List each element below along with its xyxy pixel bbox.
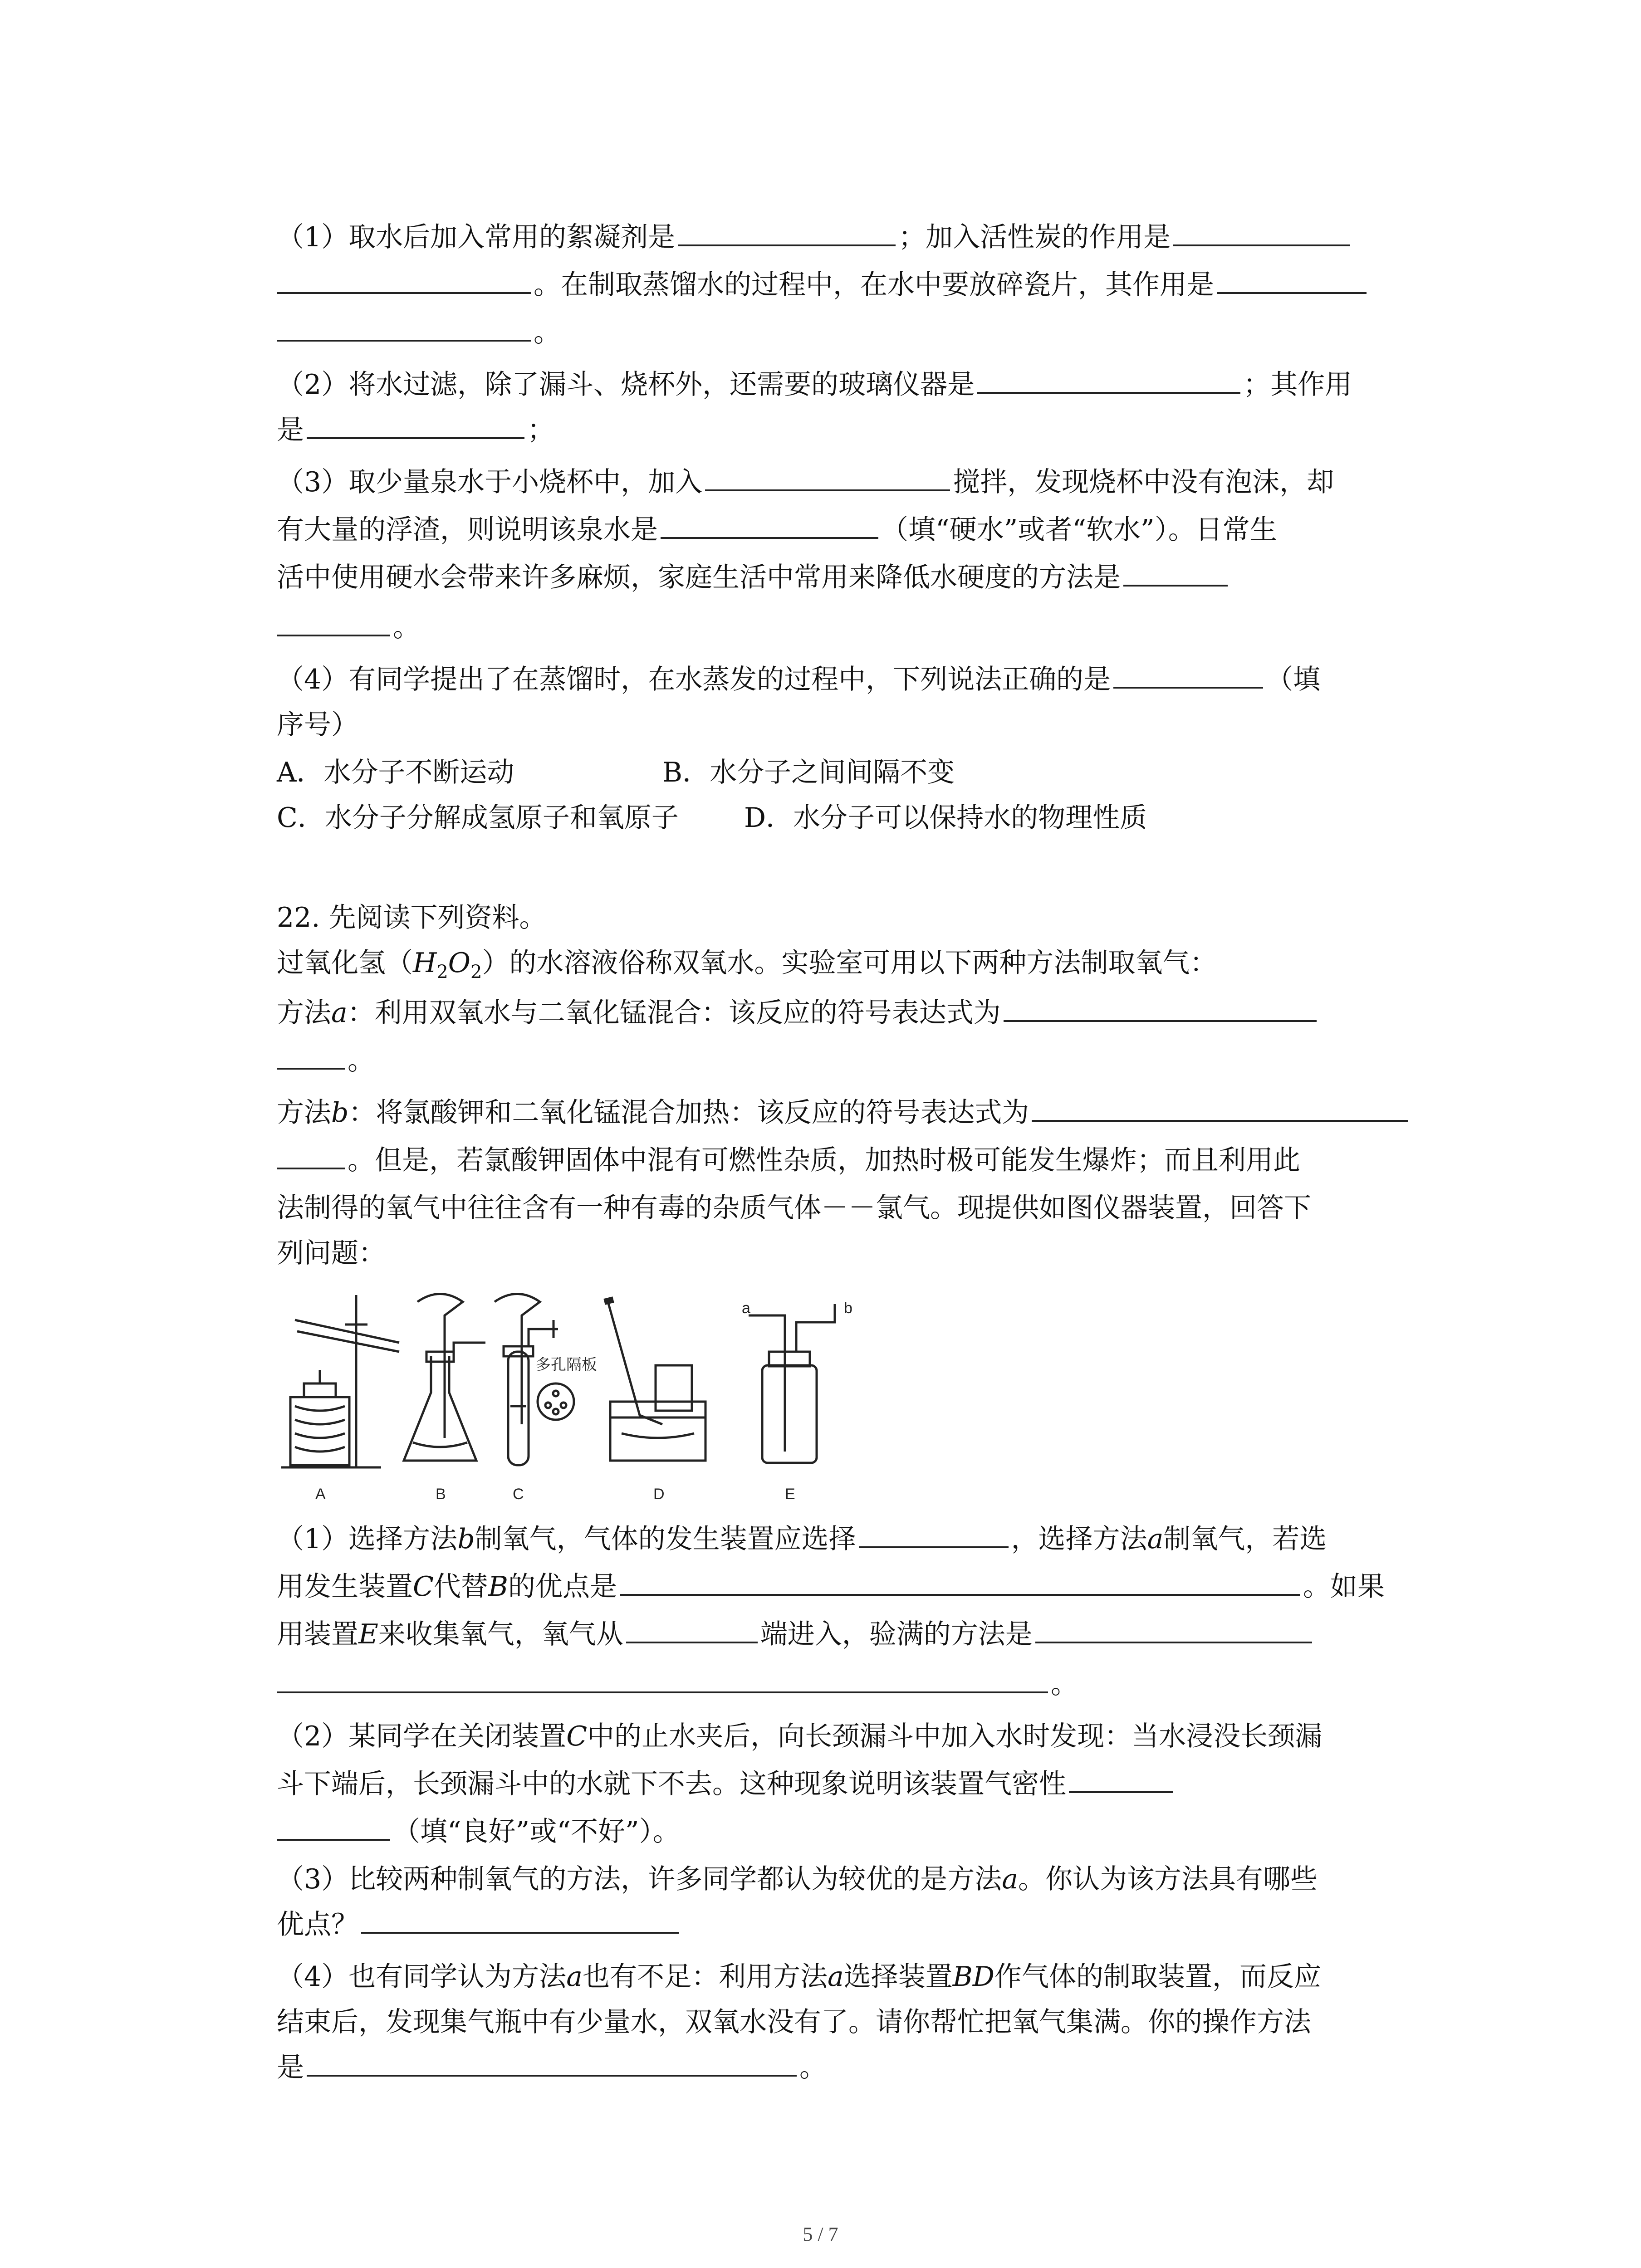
s4-var: BD <box>952 1961 994 1993</box>
s1-text-e: 用发生装置 <box>277 1571 413 1603</box>
answer-blank[interactable] <box>1035 1613 1312 1643</box>
q21-part3-line3 <box>277 556 1230 599</box>
q21-p3-text-c: 有大量的浮渣，则说明该泉水是 <box>277 514 658 546</box>
answer-blank[interactable] <box>1004 992 1317 1022</box>
s1-text-g: 的优点是 <box>508 1571 617 1603</box>
q22-intro-b: ）的水溶液俗称双氧水。实验室可用以下两种方法制取氧气： <box>482 947 1217 979</box>
q22-s1-line4 <box>277 1662 1078 1706</box>
answer-blank[interactable] <box>1113 659 1263 689</box>
s1-var: a <box>1147 1523 1164 1555</box>
q21-p4-text-c: 序号） <box>277 709 358 741</box>
s4-text-g: 。 <box>799 2052 827 2083</box>
s1-text-b: 制氧气，气体的发生装置应选择 <box>475 1523 856 1555</box>
q21-p1-text-c: 。在制取蒸馏水的过程中，在水中要放碎瓷片，其作用是 <box>534 269 1214 301</box>
s1-text-j: 来收集氧气，氧气从 <box>378 1618 623 1650</box>
q22-s3-line1 <box>277 1857 1318 1901</box>
q21-p2-text-b: ；其作用 <box>1243 369 1352 401</box>
q21-p3-text-e: 活中使用硬水会带来许多麻烦，家庭生活中常用来降低水硬度的方法是 <box>277 562 1121 593</box>
q22-s2-line2 <box>277 1762 1176 1806</box>
q21-options-row2 <box>277 796 1147 840</box>
q21-p4-text-a: （4）有同学提出了在蒸馏时，在水蒸发的过程中，下列说法正确的是 <box>277 664 1111 695</box>
answer-blank[interactable] <box>361 1904 679 1934</box>
answer-blank[interactable] <box>678 216 896 246</box>
formula-sub: 2 <box>470 962 482 982</box>
s2-var: C <box>566 1721 588 1752</box>
answer-blank[interactable] <box>277 606 390 636</box>
s4-text-d: 作气体的制取装置，而反应 <box>994 1961 1321 1993</box>
apparatus-c <box>495 1294 574 1466</box>
q22-method-a-end <box>277 1039 375 1082</box>
q21-p3-text-f: 。 <box>393 611 420 643</box>
q21-options-row1 <box>277 751 955 794</box>
q21-part1-line3 <box>277 311 561 354</box>
page-number: 5 / 7 <box>803 2223 838 2245</box>
port-b-label: b <box>844 1300 852 1317</box>
q21-part3-line1 <box>277 460 1334 504</box>
method-b-text: ：将氯酸钾和二氧化锰混合加热：该反应的符号表达式为 <box>348 1097 1029 1129</box>
answer-blank[interactable] <box>1069 1763 1173 1793</box>
answer-blank[interactable] <box>1032 1092 1408 1122</box>
s1-text-c: ，选择方法 <box>1011 1523 1147 1555</box>
s2-text-c: 斗下端后，长颈漏斗中的水就下不去。这种现象说明该装置气密性 <box>277 1768 1066 1800</box>
figure-label-d: D <box>653 1486 665 1503</box>
answer-blank[interactable] <box>307 2047 797 2077</box>
s1-text-k: 端进入，验满的方法是 <box>760 1618 1033 1650</box>
answer-blank[interactable] <box>977 364 1240 394</box>
method-b-l2: 。但是，若氯酸钾固体中混有可燃性杂质，加热时极可能发生爆炸；而且利用此 <box>348 1144 1300 1176</box>
q21-p1-text-b: ；加入活性炭的作用是 <box>898 221 1171 253</box>
s1-text-l: 。 <box>1051 1668 1078 1700</box>
q22-s2-line3 <box>277 1810 680 1853</box>
s4-var: a <box>827 1961 844 1993</box>
option-a[interactable]: A．水分子不断运动 <box>277 757 514 788</box>
option-b[interactable]: B．水分子之间间隔不变 <box>662 757 955 788</box>
s4-text-c: 选择装置 <box>843 1961 953 1993</box>
s2-text-a: （2）某同学在关闭装置 <box>277 1721 567 1752</box>
answer-blank[interactable] <box>277 1139 345 1169</box>
q21-part2-line2 <box>277 408 554 452</box>
s2-text-b: 中的止水夹后，向长颈漏斗中加入水时发现：当水浸没长颈漏 <box>587 1721 1323 1752</box>
q22-method-b-line2 <box>277 1139 1300 1182</box>
answer-blank[interactable] <box>277 1663 1048 1693</box>
answer-blank[interactable] <box>277 264 531 294</box>
method-a-end: 。 <box>348 1045 375 1076</box>
apparatus-figure <box>277 1288 880 1506</box>
q21-part3-line4 <box>277 606 420 649</box>
method-var: b <box>331 1097 349 1129</box>
q21-p3-text-b: 搅拌，发现烧杯中没有泡沫，却 <box>953 466 1334 498</box>
q22-heading <box>277 896 547 939</box>
s3-text-b: 。你认为该方法具有哪些 <box>1018 1863 1318 1895</box>
s1-text-a: （1）选择方法 <box>277 1523 458 1555</box>
q21-p3-text-d: （填“硬水”或者“软水”）。日常生 <box>881 514 1277 546</box>
formula-sub: 2 <box>436 962 448 982</box>
q22-method-b-line4 <box>277 1232 386 1275</box>
answer-blank[interactable] <box>277 1040 345 1070</box>
port-a-label: a <box>742 1300 750 1317</box>
s1-var: E <box>358 1618 378 1650</box>
s1-text-h: 。如果 <box>1303 1571 1385 1603</box>
s4-text-a: （4）也有同学认为方法 <box>277 1961 567 1993</box>
answer-blank[interactable] <box>307 409 524 439</box>
figure-label-c: C <box>513 1486 524 1503</box>
apparatus-e <box>749 1304 835 1463</box>
s3-text-a: （3）比较两种制氧气的方法，许多同学都认为较优的是方法 <box>277 1863 1002 1895</box>
q22-s4-line1 <box>277 1955 1321 1999</box>
q21-p4-text-b: （填 <box>1266 664 1321 695</box>
s4-text-b: 也有不足：利用方法 <box>582 1961 828 1993</box>
figure-label-e: E <box>785 1486 795 1503</box>
multi-hole-plate-label: 多孔隔板 <box>535 1356 597 1374</box>
q22-method-b <box>277 1091 1411 1134</box>
s4-text-e: 结束后，发现集气瓶中有少量水，双氧水没有了。请你帮忙把氧气集满。你的操作方法 <box>277 2006 1311 2038</box>
s1-var: B <box>488 1571 509 1603</box>
q21-part1-line1 <box>277 215 1353 259</box>
answer-blank[interactable] <box>626 1613 758 1643</box>
q21-p2-text-c: 是 <box>277 414 304 446</box>
q22-method-b-line3 <box>277 1186 1311 1230</box>
figure-label-a: A <box>315 1486 326 1503</box>
formula-o: O <box>448 947 470 979</box>
answer-blank[interactable] <box>661 509 878 539</box>
option-d[interactable]: D．水分子可以保持水的物理性质 <box>744 802 1147 834</box>
formula-h: H <box>413 947 437 979</box>
s4-var: a <box>566 1961 583 1993</box>
method-b-l4: 列问题： <box>277 1237 386 1269</box>
q21-part2-line1 <box>277 363 1352 406</box>
q22-intro <box>277 941 1217 994</box>
q21-part1-line2 <box>277 263 1369 307</box>
q22-title: 22. 先阅读下列资料。 <box>277 902 547 934</box>
s1-text-d: 制氧气，若选 <box>1163 1523 1327 1555</box>
method-label: 方法 <box>277 997 331 1029</box>
q22-method-a <box>277 991 1319 1035</box>
option-c[interactable]: C．水分子分解成氢原子和氧原子 <box>277 802 679 834</box>
q22-intro-a: 过氧化氢（ <box>277 947 413 979</box>
method-b-l3: 法制得的氧气中往往含有一种有毒的杂质气体－－氯气。现提供如图仪器装置，回答下 <box>277 1192 1311 1224</box>
q21-p1-text-a: （1）取水后加入常用的絮凝剂是 <box>277 221 676 253</box>
method-a-text: ：利用双氧水与二氧化锰混合：该反应的符号表达式为 <box>347 997 1001 1029</box>
q22-s4-line2 <box>277 2000 1311 2044</box>
q22-s4-line3 <box>277 2046 827 2089</box>
q22-s2-line1 <box>277 1715 1322 1758</box>
answer-blank[interactable] <box>1217 264 1367 294</box>
q21-part4-line2 <box>277 703 358 747</box>
answer-blank[interactable] <box>277 312 531 342</box>
answer-blank[interactable] <box>859 1518 1009 1548</box>
answer-blank[interactable] <box>705 461 950 491</box>
q22-s1-line2 <box>277 1565 1385 1608</box>
q21-p1-text-d: 。 <box>534 317 561 348</box>
q21-p2-text-d: ； <box>527 414 554 446</box>
figure-label-b: B <box>436 1486 446 1503</box>
q21-part3-line2 <box>277 508 1277 552</box>
s1-var: C <box>413 1571 434 1603</box>
s1-text-i: 用装置 <box>277 1618 358 1650</box>
answer-blank[interactable] <box>1173 216 1350 246</box>
answer-blank[interactable] <box>1123 557 1228 587</box>
s3-var: a <box>1002 1863 1018 1895</box>
method-var: a <box>331 997 348 1029</box>
q22-s1-line1 <box>277 1517 1327 1561</box>
apparatus-a <box>281 1295 399 1467</box>
s2-text-d: （填“良好”或“不好”）。 <box>393 1816 680 1848</box>
apparatus-b <box>404 1294 485 1461</box>
answer-blank[interactable] <box>277 1811 390 1841</box>
q22-s1-line3 <box>277 1613 1315 1656</box>
q21-p3-text-a: （3）取少量泉水于小烧杯中，加入 <box>277 466 703 498</box>
q21-part4-line1 <box>277 658 1320 701</box>
s1-var: b <box>457 1523 475 1555</box>
q21-p2-text-a: （2）将水过滤，除了漏斗、烧杯外，还需要的玻璃仪器是 <box>277 369 975 401</box>
s3-text-c: 优点？ <box>277 1909 358 1941</box>
method-label: 方法 <box>277 1097 331 1129</box>
s4-text-f: 是 <box>277 2052 304 2083</box>
s1-text-f: 代替 <box>433 1571 488 1603</box>
apparatus-d <box>604 1300 705 1461</box>
q22-s3-line2 <box>277 1903 681 1946</box>
answer-blank[interactable] <box>620 1566 1300 1596</box>
